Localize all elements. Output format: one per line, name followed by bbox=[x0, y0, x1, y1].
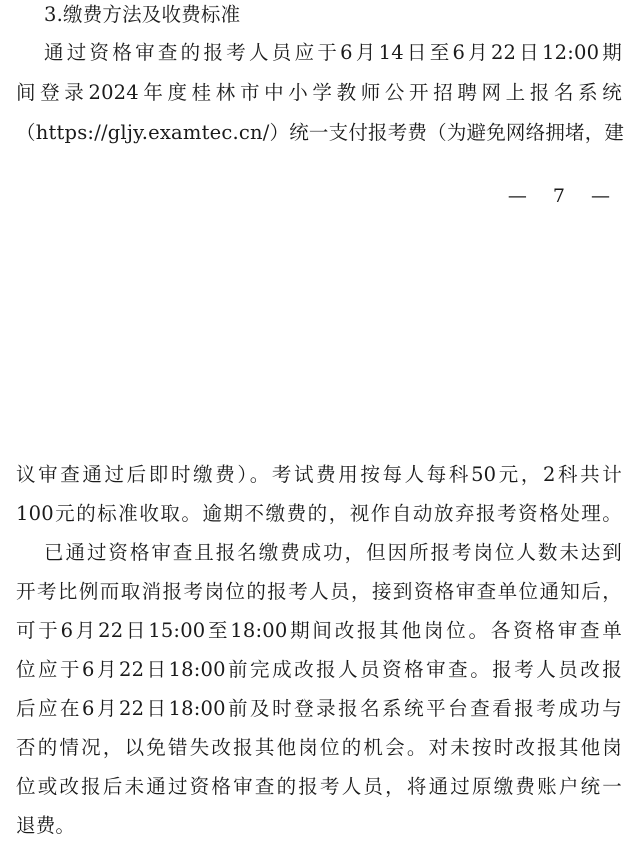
paragraph-line-5: 100元的标准收取。逾期不缴费的，视作自动放弃报考资格处理。 bbox=[16, 502, 622, 525]
paragraph-line-11: 否的情况，以免错失改报其他岗位的机会。对未按时改报其他岗 bbox=[16, 736, 622, 759]
paragraph-line-2: 间登录2024年度桂林市中小学教师公开招聘网上报名系统 bbox=[16, 81, 622, 104]
section-heading: 3.缴费方法及收费标准 bbox=[44, 3, 241, 26]
paragraph-line-10: 后应在6月22日18:00前及时登录报名系统平台查看报考成功与 bbox=[16, 697, 622, 720]
paragraph-line-7: 开考比例而取消报考岗位的报考人员，接到资格审查单位通知后， bbox=[16, 580, 622, 603]
paragraph-line-13: 退费。 bbox=[16, 814, 76, 837]
paragraph-line-1: 通过资格审查的报考人员应于6月14日至6月22日12:00期 bbox=[44, 41, 622, 64]
paragraph-line-12: 位或改报后未通过资格审查的报考人员，将通过原缴费账户统一 bbox=[16, 775, 622, 798]
paragraph-line-6: 已通过资格审查且报名缴费成功，但因所报考岗位人数未达到 bbox=[44, 541, 622, 564]
page-number: — 7 — bbox=[507, 185, 620, 207]
paragraph-line-9: 位应于6月22日18:00前完成改报人员资格审查。报考人员改报 bbox=[16, 658, 622, 681]
paragraph-line-4: 议审查通过后即时缴费）。考试费用按每人每科50元，2科共计 bbox=[16, 463, 622, 486]
paragraph-line-8: 可于6月22日15:00至18:00期间改报其他岗位。各资格审查单 bbox=[16, 619, 622, 642]
paragraph-line-3: （https://gljy.examtec.cn/）统一支付报考费（为避免网络拥堵，建 bbox=[16, 121, 625, 144]
